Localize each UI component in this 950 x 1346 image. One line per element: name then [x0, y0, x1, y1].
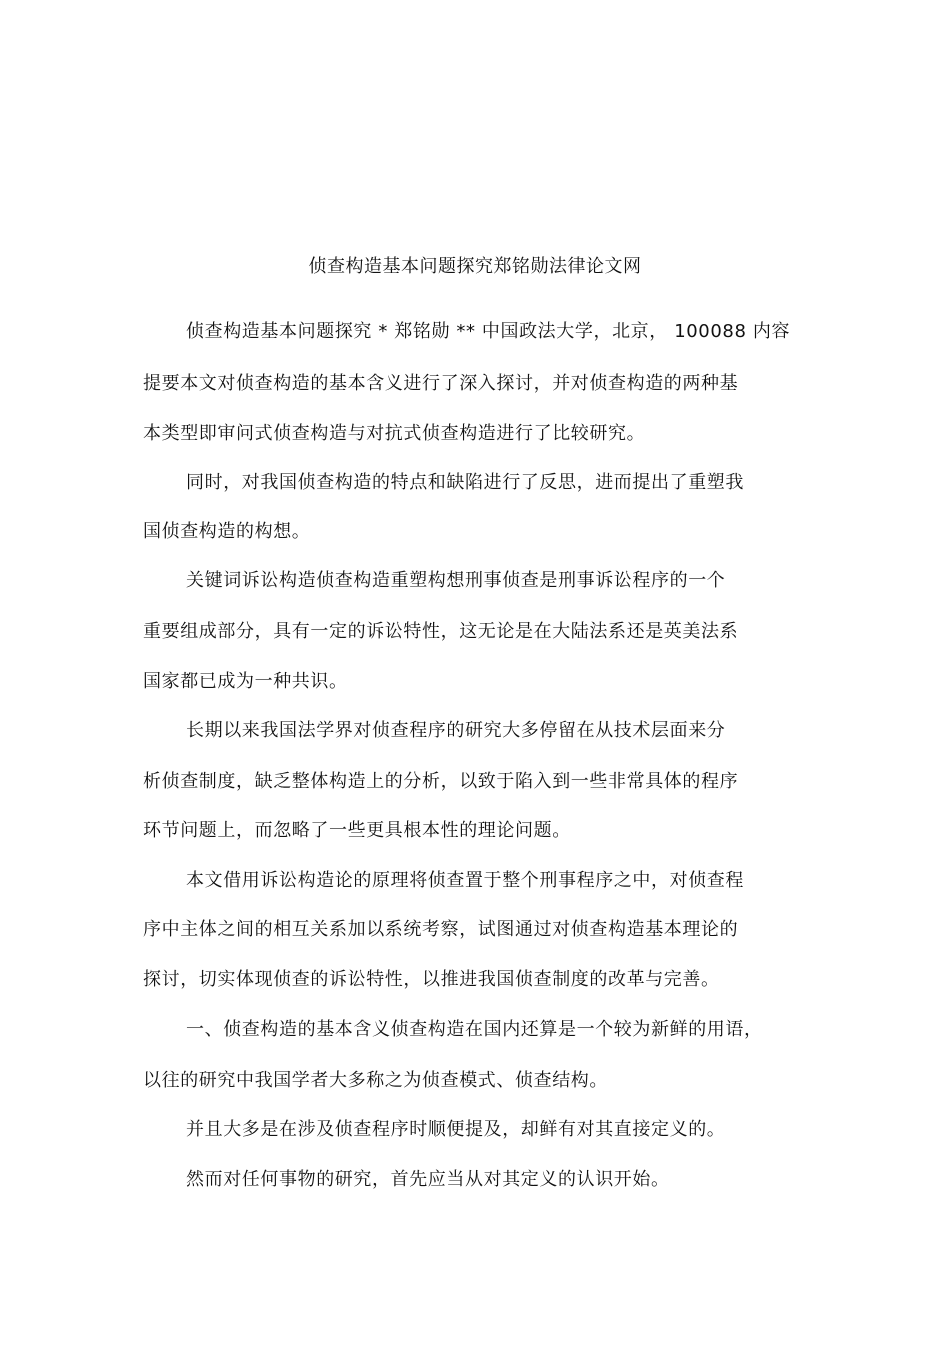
text-line: 关键词诉讼构造侦查构造重塑构想刑事侦查是刑事诉讼程序的一个	[186, 570, 726, 591]
text-line: 长期以来我国法学界对侦查程序的研究大多停留在从技术层面来分	[186, 720, 726, 741]
text-line: 提要本文对侦查构造的基本含义进行了深入探讨，并对侦查构造的两种基	[143, 373, 739, 394]
text-line: 序中主体之间的相互关系加以系统考察，试图通过对侦查构造基本理论的	[143, 919, 739, 940]
text-line: 以往的研究中我国学者大多称之为侦查模式、侦查结构。	[143, 1070, 608, 1091]
document-title: 侦查构造基本问题探究郑铭勋法律论文网	[308, 256, 642, 277]
text-line: 环节问题上，而忽略了一些更具根本性的理论问题。	[143, 820, 571, 841]
text-line: 国侦查构造的构想。	[143, 521, 311, 542]
text-line: 并且大多是在涉及侦查程序时顺便提及，却鲜有对其直接定义的。	[186, 1119, 726, 1140]
text-line: 本文借用诉讼构造论的原理将侦查置于整个刑事程序之中，对侦查程	[186, 870, 744, 891]
text-line: 一、侦查构造的基本含义侦查构造在国内还算是一个较为新鲜的用语，	[186, 1019, 763, 1040]
text-line: 侦查构造基本问题探究 * 郑铭勋 ** 中国政法大学，北京， 100088 内容	[186, 321, 791, 342]
text-line: 探讨，切实体现侦查的诉讼特性，以推进我国侦查制度的改革与完善。	[143, 969, 720, 990]
text-line: 析侦查制度，缺乏整体构造上的分析，以致于陷入到一些非常具体的程序	[143, 771, 739, 792]
text-line: 本类型即审问式侦查构造与对抗式侦查构造进行了比较研究。	[143, 423, 646, 444]
text-line: 重要组成部分，具有一定的诉讼特性，这无论是在大陆法系还是英美法系	[143, 621, 739, 642]
text-line: 国家都已成为一种共识。	[143, 671, 348, 692]
text-line: 同时，对我国侦查构造的特点和缺陷进行了反思，进而提出了重塑我	[186, 472, 744, 493]
text-line: 然而对任何事物的研究，首先应当从对其定义的认识开始。	[186, 1169, 670, 1190]
